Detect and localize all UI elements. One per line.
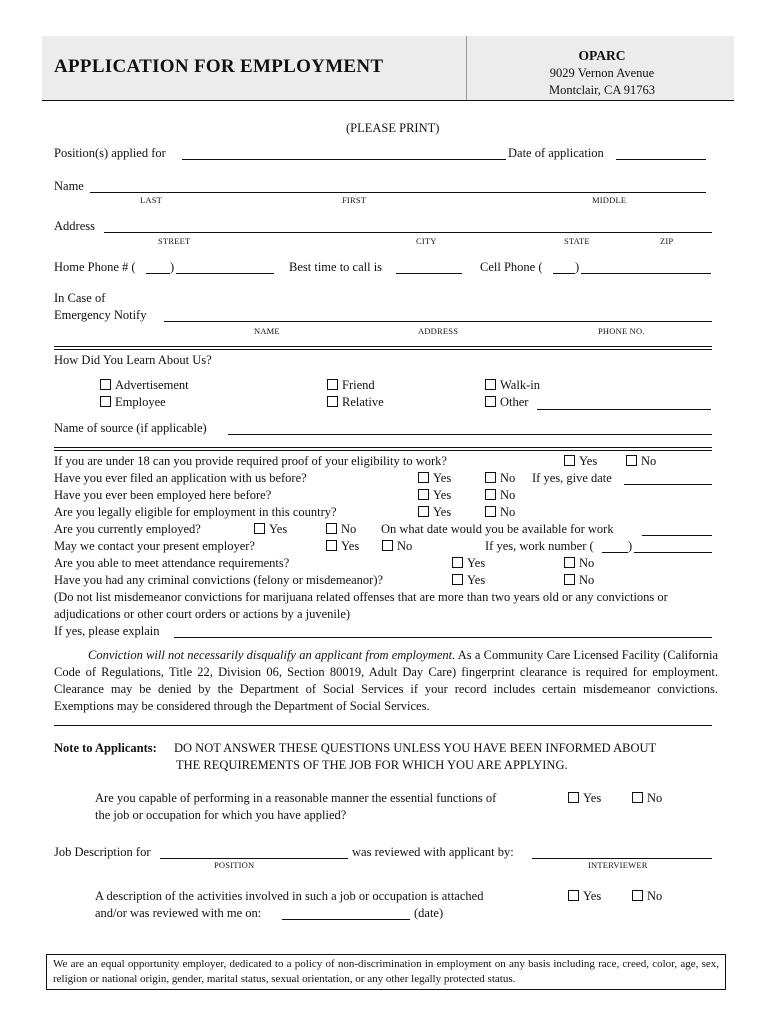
best-time-label: Best time to call is: [289, 260, 383, 274]
cell-phone-area-field[interactable]: [553, 273, 575, 274]
cell-phone-field[interactable]: [581, 273, 711, 274]
eeo-statement-box: [46, 954, 726, 990]
reviewed-by-label: was reviewed with applicant by:: [352, 845, 514, 859]
org-address-line2: Montclair, CA 91763: [548, 83, 656, 97]
q-under-18-yes[interactable]: Yes: [564, 454, 597, 469]
option-advertisement[interactable]: Advertisement: [100, 378, 189, 393]
other-source-field[interactable]: [537, 409, 711, 410]
q-legally-eligible-yes[interactable]: Yes: [418, 505, 451, 520]
source-label: Name of source (if applicable): [54, 421, 207, 435]
option-friend[interactable]: Friend: [327, 378, 375, 393]
attached-line1: A description of the activities involved in such a job or occupation is attached: [95, 889, 484, 903]
review-date-field[interactable]: [282, 919, 410, 920]
eeo-statement: We are an equal opportunity employer, dedicated to a policy of non-discrimination in employment on any basis including race, creed, color, age, sex, religion or national origin, gender, marital status, sexual orientation, or any other legally protected status.: [53, 958, 719, 985]
checkbox-icon[interactable]: [100, 379, 111, 390]
q-under-18: If you are under 18 can you provide required proof of your eligibility to work?: [54, 454, 447, 468]
checkbox-icon[interactable]: [327, 396, 338, 407]
conviction-notice-italic: Conviction will not necessarily disqualify an applicant from employment.: [88, 648, 456, 662]
available-date-field[interactable]: [642, 535, 712, 536]
q-contact-employer-no[interactable]: No: [382, 539, 412, 554]
org-name: OPARC: [578, 48, 626, 63]
explain-field[interactable]: [174, 637, 712, 638]
learn-question: How Did You Learn About Us?: [54, 353, 212, 367]
checkbox-icon[interactable]: [485, 396, 496, 407]
checkbox-icon[interactable]: [452, 557, 463, 568]
capable-question-line2: the job or occupation for which you have applied?: [95, 808, 347, 822]
header-rule: [42, 100, 734, 101]
checkbox-icon[interactable]: [418, 472, 429, 483]
checkbox-icon[interactable]: [382, 540, 393, 551]
position-field[interactable]: [182, 159, 506, 160]
section-rule-2b: [54, 450, 712, 451]
q-attendance-no[interactable]: No: [564, 556, 594, 571]
q-legally-eligible: Are you legally eligible for employment in this country?: [54, 505, 337, 519]
checkbox-icon[interactable]: [564, 574, 575, 585]
interviewer-field[interactable]: [532, 858, 712, 859]
checkbox-icon[interactable]: [485, 506, 496, 517]
q-employed-here-no[interactable]: No: [485, 488, 515, 503]
option-employee[interactable]: Employee: [100, 395, 166, 410]
interviewer-caption: INTERVIEWER: [588, 860, 648, 870]
checkbox-icon[interactable]: [418, 489, 429, 500]
q-contact-employer-yes[interactable]: Yes: [326, 539, 359, 554]
section-rule-1b: [54, 349, 712, 350]
best-time-field[interactable]: [396, 273, 462, 274]
cell-phone-paren: ): [575, 260, 580, 274]
work-number-paren: ): [628, 539, 633, 553]
form-title: APPLICATION FOR EMPLOYMENT: [54, 56, 384, 77]
address-caption-city: CITY: [416, 236, 437, 246]
checkbox-icon[interactable]: [564, 455, 575, 466]
q-attendance-yes[interactable]: Yes: [452, 556, 485, 571]
q-attendance: Are you able to meet attendance requirements?: [54, 556, 290, 570]
name-caption-last: LAST: [140, 195, 163, 205]
checkbox-icon[interactable]: [326, 540, 337, 551]
address-caption-street: STREET: [158, 236, 191, 246]
note-line2: THE REQUIREMENTS OF THE JOB FOR WHICH YOU ARE APPLYING.: [176, 758, 568, 772]
checkbox-icon[interactable]: [452, 574, 463, 585]
emergency-caption-phone: PHONE NO.: [598, 326, 645, 336]
emergency-caption-address: ADDRESS: [418, 326, 459, 336]
please-print-note: (PLEASE PRINT): [346, 121, 440, 135]
checkbox-icon[interactable]: [632, 792, 643, 803]
give-date-label: If yes, give date: [532, 471, 612, 485]
give-date-field[interactable]: [624, 484, 712, 485]
capable-no[interactable]: No: [632, 791, 662, 806]
q-filed-before-yes[interactable]: Yes: [418, 471, 451, 486]
section-rule-3: [54, 725, 712, 726]
option-other[interactable]: Other: [485, 395, 528, 410]
checkbox-icon[interactable]: [254, 523, 265, 534]
position-caption: POSITION: [214, 860, 255, 870]
emergency-caption-name: NAME: [254, 326, 280, 336]
q-convictions: Have you had any criminal convictions (felony or misdemeanor)?: [54, 573, 384, 587]
checkbox-icon[interactable]: [326, 523, 337, 534]
checkbox-icon[interactable]: [632, 890, 643, 901]
job-description-label: Job Description for: [54, 845, 151, 859]
checkbox-icon[interactable]: [626, 455, 637, 466]
name-label: Name: [54, 179, 84, 193]
option-walk-in[interactable]: Walk-in: [485, 378, 540, 393]
q-currently-employed: Are you currently employed?: [54, 522, 201, 536]
convictions-note-line2: adjudications or other court orders or actions by a juvenile): [54, 607, 351, 621]
note-line1: DO NOT ANSWER THESE QUESTIONS UNLESS YOU HAVE BEEN INFORMED ABOUT: [174, 741, 657, 755]
job-position-field[interactable]: [160, 858, 348, 859]
address-caption-zip: ZIP: [660, 236, 674, 246]
convictions-note-line1: (Do not list misdemeanor convictions for marijuana related offenses that are more than two years old or any convictions or: [54, 590, 668, 604]
q-legally-eligible-no[interactable]: No: [485, 505, 515, 520]
date-of-application-label: Date of application: [508, 146, 604, 160]
source-field[interactable]: [228, 434, 712, 435]
attached-yes[interactable]: Yes: [568, 889, 601, 904]
address-caption-state: STATE: [564, 236, 590, 246]
capable-yes[interactable]: Yes: [568, 791, 601, 806]
date-paren-label: (date): [414, 906, 444, 920]
name-caption-middle: MIDDLE: [592, 195, 627, 205]
checkbox-icon[interactable]: [485, 379, 496, 390]
section-rule-2a: [54, 447, 712, 448]
date-of-application-field[interactable]: [616, 159, 706, 160]
explain-label: If yes, please explain: [54, 624, 160, 638]
work-number-label: If yes, work number (: [485, 539, 594, 553]
name-caption-first: FIRST: [342, 195, 367, 205]
emergency-label-line1: In Case of: [54, 291, 106, 305]
available-date-label: On what date would you be available for work: [381, 522, 614, 536]
conviction-notice: [54, 647, 718, 715]
home-phone-paren: ): [170, 260, 175, 274]
address-field[interactable]: [104, 232, 712, 233]
q-currently-employed-no[interactable]: No: [326, 522, 356, 537]
checkbox-icon[interactable]: [485, 472, 496, 483]
home-phone-label: Home Phone # (: [54, 260, 136, 274]
org-address-line1: 9029 Vernon Avenue: [549, 66, 655, 80]
q-filed-before-no[interactable]: No: [485, 471, 515, 486]
q-under-18-no[interactable]: No: [626, 454, 656, 469]
attached-no[interactable]: No: [632, 889, 662, 904]
emergency-contact-field[interactable]: [164, 321, 712, 322]
cell-phone-label: Cell Phone (: [480, 260, 543, 274]
address-label: Address: [54, 219, 95, 233]
work-number-area-field[interactable]: [602, 552, 628, 553]
home-phone-area-field[interactable]: [146, 273, 170, 274]
q-employed-here: Have you ever been employed here before?: [54, 488, 272, 502]
home-phone-field[interactable]: [176, 273, 274, 274]
q-currently-employed-yes[interactable]: Yes: [254, 522, 287, 537]
work-number-field[interactable]: [634, 552, 712, 553]
checkbox-icon[interactable]: [568, 890, 579, 901]
checkbox-icon[interactable]: [100, 396, 111, 407]
capable-question-line1: Are you capable of performing in a reasonable manner the essential functions of: [95, 791, 497, 805]
section-rule-1a: [54, 346, 712, 347]
q-employed-here-yes[interactable]: Yes: [418, 488, 451, 503]
q-filed-before: Have you ever filed an application with us before?: [54, 471, 307, 485]
q-convictions-yes[interactable]: Yes: [452, 573, 485, 588]
position-label: Position(s) applied for: [54, 146, 166, 160]
checkbox-icon[interactable]: [327, 379, 338, 390]
checkbox-icon[interactable]: [485, 489, 496, 500]
q-contact-employer: May we contact your present employer?: [54, 539, 255, 553]
name-field[interactable]: [90, 192, 706, 193]
q-convictions-no[interactable]: No: [564, 573, 594, 588]
option-relative[interactable]: Relative: [327, 395, 384, 410]
checkbox-icon[interactable]: [418, 506, 429, 517]
checkbox-icon[interactable]: [568, 792, 579, 803]
emergency-label-line2: Emergency Notify: [54, 308, 147, 322]
attached-line2: and/or was reviewed with me on:: [95, 906, 262, 920]
note-label: Note to Applicants:: [54, 741, 157, 755]
conviction-notice-text: As a Community Care Licensed Facility (California Code of Regulations, Title 22, Division 06, Section 80019, Adult Day Care) fingerprint clearance is required for employment. Clearance may be denied by the Department of Social Services if your record includes certain misdemeanor convictions. Exemptions may be considered through the Department of Social Services.: [54, 648, 718, 713]
checkbox-icon[interactable]: [564, 557, 575, 568]
